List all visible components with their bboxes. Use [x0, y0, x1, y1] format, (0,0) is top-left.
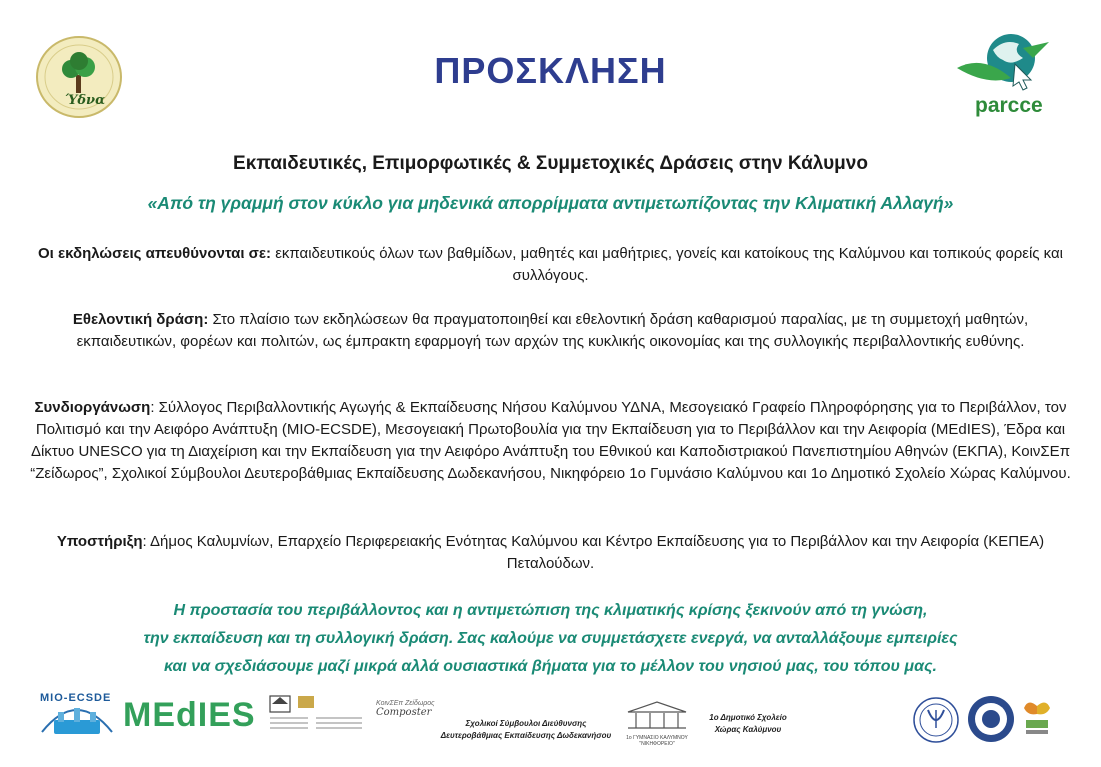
slogan: «Από τη γραμμή στον κύκλο για μηδενικά απορρίμματα αντιμετωπίζοντας την Κλιματική Αλλαγή»	[147, 193, 954, 213]
gymnasio-logo	[622, 700, 692, 747]
composter-logo	[376, 700, 438, 740]
parcce-logo	[953, 28, 1065, 124]
ydna-logo-text: Ύδνα	[65, 93, 106, 108]
medies-logo: MEdIES	[123, 696, 256, 734]
support-label: Υποστήριξη	[56, 533, 143, 550]
support-section	[28, 531, 1073, 575]
closing-line-1: Η προστασία του περιβάλλοντος και η αντιμετώπιση της κλιματικής κρίσης ξεκινούν από τη γνώση,	[173, 602, 928, 619]
school-line-2: Χώρας Καλύμνου	[714, 725, 782, 734]
closing-line-3: και να σχεδιάσουμε μαζί μικρά αλλά ουσιαστικά βήματα για το μέλλον του νησιού μας, του τόπου μας.	[164, 658, 937, 675]
school-advisors-logo	[436, 718, 616, 742]
audience-text: εκπαιδευτικούς όλων των βαθμίδων, μαθητές και μαθήτριες, γονείς και κατοίκους της Καλύμνου και τοπικούς φορείς και συλλόγους.	[271, 245, 1063, 284]
volunteer-label: Εθελοντική δράση:	[72, 311, 209, 328]
coorganizers-text: : Σύλλογος Περιβαλλοντικής Αγωγής & Εκπαίδευσης Νήσου Καλύμνου ΥΔΝΑ, Μεσογειακό Γραφείο Πληροφόρησης για το Περιβάλλον, τον Πολιτισμό και την Αειφόρο Ανάπτυξη (MIO-ECSDE), Μεσογειακή Πρωτοβουλία για την Εκπαίδευση για το Περιβάλλον και την Αειφορία (MEdIES), Έδρα και Δίκτυο UNESCO για τη Διαχείριση και την Εκπαίδευση για την Αειφόρο Ανάπτυξη του Εθνικού και Καποδιστριακού Πανεπιστημίου Αθηνών (ΕΚΠΑ), ΚοινΣΕπ “Ζείδωρος”, Σχολικοί Σύμβουλοι Δευτεροβάθμιας Εκπαίδευσης Δωδεκανήσου, Νικηφόρειο 1ο Γυμνάσιο Καλύμνου και 1ο Δημοτικό Σχολείο Χώρας Καλύμνου.	[30, 399, 1071, 482]
advisors-line-2: Δευτεροβάθμιας Εκπαίδευσης Δωδεκανήσου	[440, 731, 612, 740]
composter-small-text: ΚοινΣΕπ Ζείδωρος	[376, 700, 435, 707]
coorganizers-label: Συνδιοργάνωση	[34, 399, 151, 416]
subtitle: Εκπαιδευτικές, Επιμορφωτικές & Συμμετοχικές Δράσεις στην Κάλυμνο	[233, 153, 868, 174]
mio-ecsde-logo	[36, 692, 118, 740]
mio-ecsde-text: MIO-ECSDE	[40, 692, 112, 704]
gymnasio-text: 1ο ΓΥΜΝΑΣΙΟ ΚΑΛΥΜΝΟΥ "ΝΙΚΗΦΟΡΕΙΟ"	[626, 735, 688, 747]
composter-text: Composter	[376, 707, 432, 718]
unesco-logo	[268, 694, 366, 740]
support-text: : Δήμος Καλυμνίων, Επαρχείο Περιφερειακής Ενότητας Καλύμνου και Κέντρο Εκπαίδευσης για το Περιβάλλον και την Αειφορία (ΚΕΠΕΑ) Πεταλούδων.	[142, 533, 1045, 572]
coorganizers-section	[28, 397, 1073, 485]
volunteer-text: Στο πλαίσιο των εκδηλώσεων θα πραγματοποιηθεί και εθελοντική δράση καθαρισμού παραλίας, με τη συμμετοχή μαθητών, εκπαιδευτικών, φορέων και πολιτών, ως έμπρακτη εφαρμογή των αρχών της κυκλικής οικονομίας και της συλλογικής περιβαλλοντικής ευθύνης.	[76, 311, 1029, 350]
page-title: ΠΡΟΣΚΛΗΣΗ	[434, 50, 667, 91]
audience-section	[28, 243, 1073, 287]
kepea-logo	[1020, 698, 1054, 740]
primary-school-logo	[700, 712, 796, 736]
closing-line-2: την εκπαίδευση και τη συλλογική δράση. Σας καλούμε να συμμετάσχετε ενεργά, να ανταλλάξουμε εμπειρίες	[143, 630, 958, 647]
audience-label: Οι εκδηλώσεις απευθύνονται σε:	[38, 245, 272, 262]
municipality-logo	[912, 696, 960, 744]
regional-seal-logo	[966, 694, 1016, 744]
advisors-line-1: Σχολικοί Σύμβουλοι Διεύθυνσης	[465, 719, 587, 728]
parcce-logo-text: parcce	[975, 94, 1043, 117]
closing-message	[40, 597, 1061, 681]
volunteer-section	[28, 309, 1073, 353]
school-line-1: 1ο Δημοτικό Σχολείο	[709, 713, 787, 722]
